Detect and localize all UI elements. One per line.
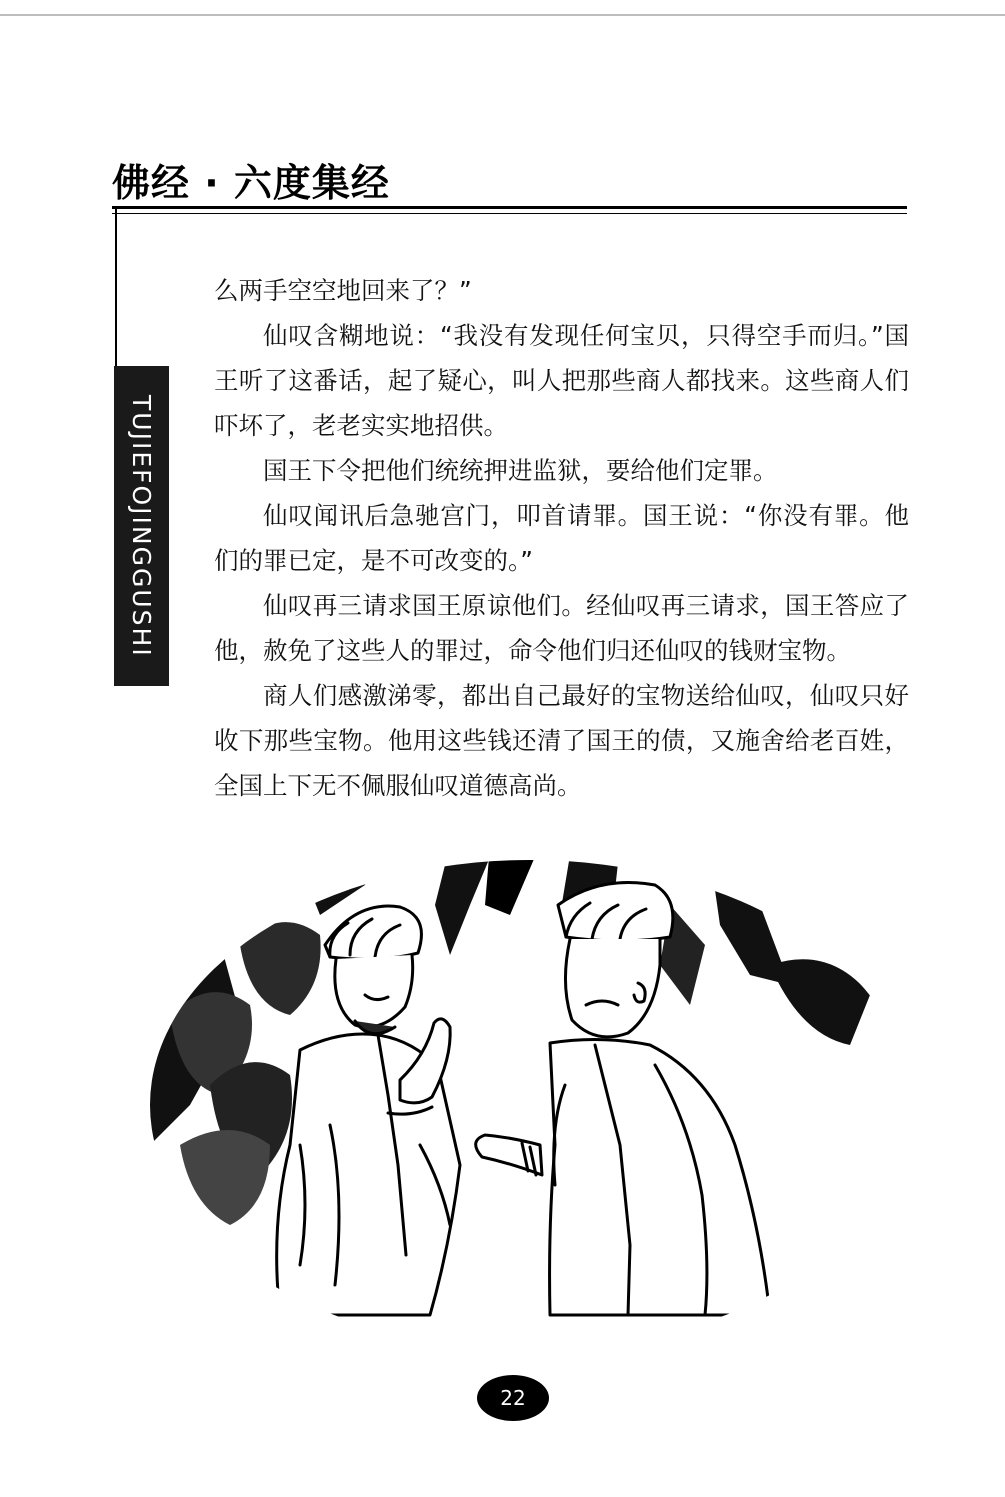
background-foliage [150, 845, 870, 1225]
paragraph: 国王下令把他们统统押进监狱，要给他们定罪。 [263, 456, 778, 485]
paragraph: 仙叹含糊地说：“我没有发现任何宝贝，只得空手而归。”国王听了这番话，起了疑心，叫人把那些商人都找来。这些商人们吓坏了，老老实实地招供。 [214, 321, 909, 440]
paragraph: 仙叹闻讯后急驰宫门，叩首请罪。国王说：“你没有罪。他们的罪已定，是不可改变的。” [214, 501, 909, 575]
top-rule [0, 14, 1005, 16]
side-tab-label: TUJIEFOJINGGUSHI [127, 394, 156, 658]
page-number: 22 [477, 1375, 549, 1421]
header-rule [112, 206, 907, 209]
body-text [214, 268, 909, 808]
book-title: 佛经 · 六度集经 [112, 161, 390, 205]
paragraph: 么两手空空地回来了？” [214, 276, 472, 305]
left-margin-rule [115, 206, 117, 366]
side-tab [114, 366, 169, 686]
paragraph: 仙叹再三请求国王原谅他们。经仙叹再三请求，国王答应了他，赦免了这些人的罪过，命令他们归还仙叹的钱财宝物。 [214, 591, 909, 665]
illustration [150, 845, 910, 1335]
paragraph: 商人们感激涕零，都出自己最好的宝物送给仙叹，仙叹只好收下那些宝物。他用这些钱还清了国王的债，又施舍给老百姓，全国上下无不佩服仙叹道德高尚。 [214, 681, 909, 800]
header-rule-thin [112, 213, 907, 214]
robed-man-figure [476, 883, 770, 1316]
